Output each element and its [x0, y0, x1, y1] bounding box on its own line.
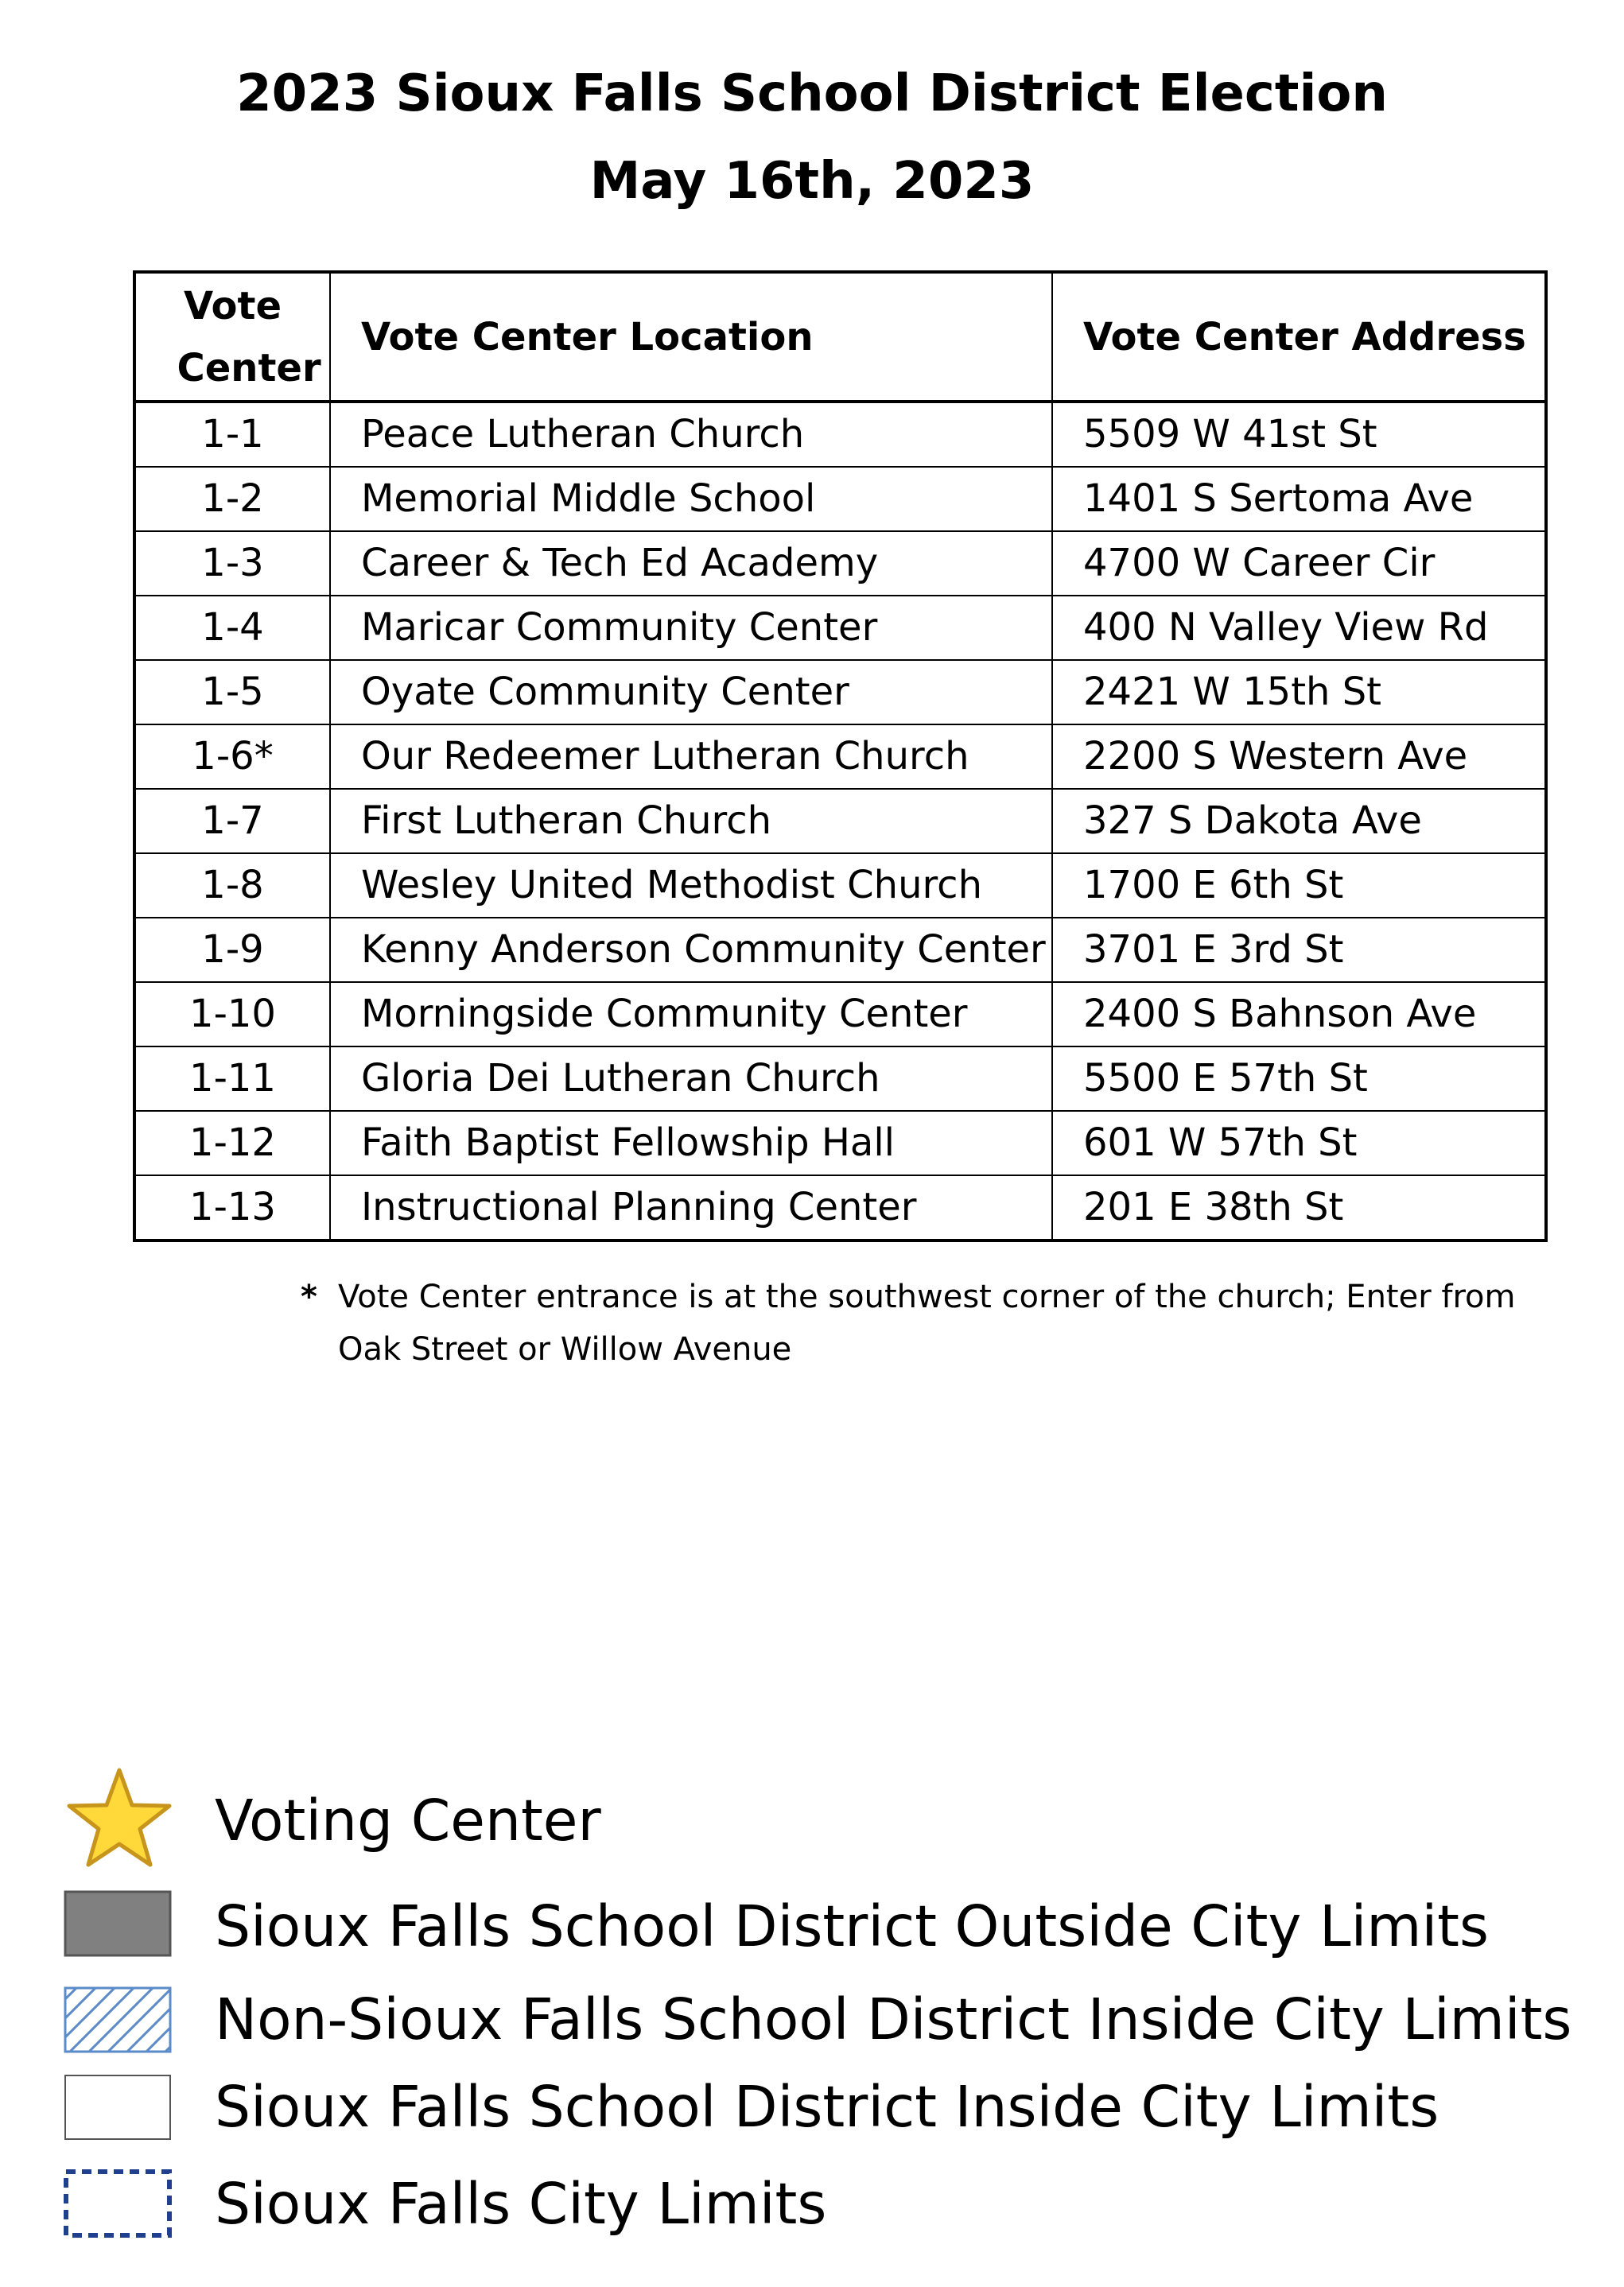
table-row [134, 596, 1546, 660]
cell-vote-center: 1-6* [134, 724, 330, 789]
dashed-boundary-icon [64, 2169, 172, 2239]
cell-address: 5509 W 41st St [1052, 402, 1546, 467]
hatched-swatch-icon [64, 1986, 172, 2053]
cell-address: 1700 E 6th St [1052, 853, 1546, 918]
cell-address: 1401 S Sertoma Ave [1052, 467, 1546, 531]
gray-swatch-icon [64, 1890, 172, 1957]
cell-vote-center: 1-5 [134, 660, 330, 724]
vote-centers-table [133, 270, 1548, 1242]
cell-vote-center: 1-2 [134, 467, 330, 531]
table-row [134, 1175, 1546, 1241]
cell-location: Instructional Planning Center [330, 1175, 1052, 1241]
cell-address: 201 E 38th St [1052, 1175, 1546, 1241]
star-icon [64, 1765, 175, 1869]
table-row [134, 982, 1546, 1046]
table-row [134, 853, 1546, 918]
cell-location: Faith Baptist Fellowship Hall [330, 1111, 1052, 1175]
cell-location: Morningside Community Center [330, 982, 1052, 1046]
cell-address: 2200 S Western Ave [1052, 724, 1546, 789]
header-vote-center-location: Vote Center Location [330, 272, 1052, 402]
legend-label-outside-city-limits: Sioux Falls School District Outside City Limits [215, 1893, 1490, 1959]
table-row [134, 789, 1546, 853]
legend-item-outside-city-limits [64, 1887, 1575, 1967]
legend-item-voting-center [64, 1781, 1575, 1861]
cell-vote-center: 1-12 [134, 1111, 330, 1175]
footnote-line-2: Oak Street or Willow Avenue [338, 1331, 792, 1368]
legend-label-voting-center: Voting Center [215, 1788, 601, 1854]
table-row [134, 660, 1546, 724]
cell-address: 4700 W Career Cir [1052, 531, 1546, 596]
table-row [134, 1046, 1546, 1111]
table-row [134, 531, 1546, 596]
cell-address: 400 N Valley View Rd [1052, 596, 1546, 660]
cell-location: Peace Lutheran Church [330, 402, 1052, 467]
cell-vote-center: 1-7 [134, 789, 330, 853]
cell-address: 2421 W 15th St [1052, 660, 1546, 724]
header-vote-center-address: Vote Center Address [1052, 272, 1546, 402]
cell-location: Maricar Community Center [330, 596, 1052, 660]
cell-location: Oyate Community Center [330, 660, 1052, 724]
cell-location: Career & Tech Ed Academy [330, 531, 1052, 596]
cell-location: First Lutheran Church [330, 789, 1052, 853]
white-swatch-icon [64, 2074, 172, 2141]
legend-label-district-inside-city: Sioux Falls School District Inside City Limits [215, 2074, 1439, 2140]
cell-address: 3701 E 3rd St [1052, 918, 1546, 982]
header-vote-center: Vote Center [134, 272, 330, 402]
table-row [134, 724, 1546, 789]
cell-vote-center: 1-3 [134, 531, 330, 596]
document-title: 2023 Sioux Falls School District Election [236, 64, 1388, 123]
legend-item-city-limits [64, 2165, 1575, 2244]
cell-location: Wesley United Methodist Church [330, 853, 1052, 918]
legend-label-city-limits: Sioux Falls City Limits [215, 2171, 827, 2237]
table-row [134, 1111, 1546, 1175]
table-row [134, 402, 1546, 467]
cell-vote-center: 1-4 [134, 596, 330, 660]
cell-address: 2400 S Bahnson Ave [1052, 982, 1546, 1046]
cell-vote-center: 1-13 [134, 1175, 330, 1241]
document-date: May 16th, 2023 [589, 152, 1035, 211]
table-row [134, 918, 1546, 982]
cell-address: 601 W 57th St [1052, 1111, 1546, 1175]
cell-vote-center: 1-11 [134, 1046, 330, 1111]
cell-address: 327 S Dakota Ave [1052, 789, 1546, 853]
footnote-asterisk: * [301, 1279, 317, 1315]
legend-item-non-district-inside-city [64, 1980, 1575, 2060]
cell-location: Memorial Middle School [330, 467, 1052, 531]
cell-address: 5500 E 57th St [1052, 1046, 1546, 1111]
footnote [301, 1271, 1541, 1376]
cell-vote-center: 1-8 [134, 853, 330, 918]
cell-vote-center: 1-9 [134, 918, 330, 982]
table-row [134, 467, 1546, 531]
cell-vote-center: 1-10 [134, 982, 330, 1046]
legend-label-non-district-inside-city: Non-Sioux Falls School District Inside City Limits [215, 1986, 1572, 2052]
cell-location: Kenny Anderson Community Center [330, 918, 1052, 982]
legend-item-district-inside-city [64, 2068, 1575, 2147]
cell-location: Gloria Dei Lutheran Church [330, 1046, 1052, 1111]
table-header-row [134, 272, 1546, 402]
cell-vote-center: 1-1 [134, 402, 330, 467]
footnote-line-1: * Vote Center entrance is at the southwest corner of the church; Enter from [301, 1271, 1541, 1323]
cell-location: Our Redeemer Lutheran Church [330, 724, 1052, 789]
